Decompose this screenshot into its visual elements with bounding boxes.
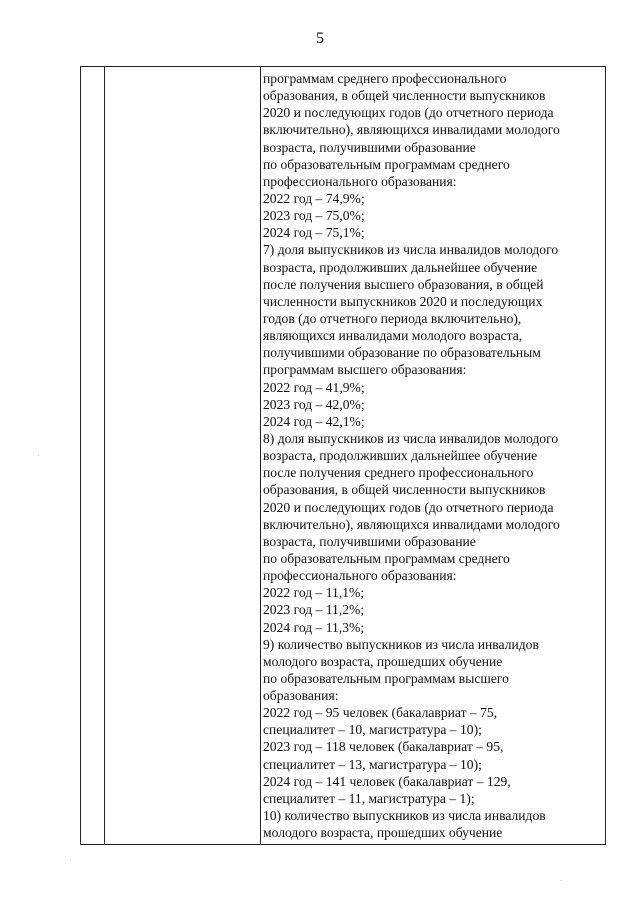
content-line: специалитет – 10, магистратура – 10);: [263, 722, 482, 738]
content-line: 2023 год – 118 человек (бакалавриат – 95,: [263, 739, 504, 755]
content-line: возраста, продолживших дальнейшее обучение: [263, 448, 538, 464]
content-line: профессионального образования:: [263, 568, 457, 584]
scan-speck: [38, 455, 39, 456]
content-line: 2024 год – 75,1%;: [263, 225, 365, 241]
scan-artifact: [290, 4, 320, 8]
content-line: по образовательным программам среднего: [263, 156, 510, 172]
document-table: [80, 66, 606, 845]
content-line: 9) количество выпускников из числа инвалидов: [263, 636, 539, 652]
table-column-content: [261, 67, 605, 844]
content-line: программам среднего профессионального: [263, 71, 507, 86]
content-line: 2022 год – 11,1%;: [263, 585, 365, 601]
content-line: после получения высшего образования, в общей: [263, 276, 544, 292]
content-line: 2023 год – 75,0%;: [263, 208, 365, 224]
content-line: по образовательным программам высшего: [263, 670, 509, 686]
content-line: образования, в общей численности выпускников: [263, 482, 546, 498]
content-line: получившими образование по образовательным: [263, 345, 541, 361]
content-line: численности выпускников 2020 и последующих: [263, 293, 543, 309]
content-line: программам высшего образования:: [263, 362, 467, 378]
content-line: 2020 и последующих годов (до отчетного периода: [263, 105, 554, 121]
scan-speck: [70, 860, 71, 861]
content-line: 8) доля выпускников из числа инвалидов молодого: [263, 430, 559, 446]
content-line: образования:: [263, 688, 339, 704]
content-line: образования, в общей численности выпускников: [263, 88, 546, 104]
content-line: 10) количество выпускников из числа инвалидов: [263, 808, 546, 824]
content-line: 2024 год – 11,3%;: [263, 619, 365, 635]
content-line: 2022 год – 41,9%;: [263, 379, 365, 395]
content-line: являющихся инвалидами молодого возраста,: [263, 328, 523, 344]
content-line: 2020 и последующих годов (до отчетного периода: [263, 499, 554, 515]
scan-speck: [560, 880, 561, 881]
page-number: 5: [316, 30, 324, 47]
content-line: молодого возраста, прошедших обучение: [263, 825, 503, 841]
content-line: молодого возраста, прошедших обучение: [263, 653, 503, 669]
content-line: профессионального образования:: [263, 173, 457, 189]
content-line: 2022 год – 74,9%;: [263, 190, 365, 206]
table-column-name: [105, 67, 261, 844]
content-line: годов (до отчетного периода включительно),: [263, 310, 522, 326]
content-line: включительно), являющихся инвалидами молодого: [263, 122, 560, 138]
content-line: 2023 год – 42,0%;: [263, 396, 365, 412]
content-line: 2022 год – 95 человек (бакалавриат – 75,: [263, 705, 498, 721]
table-column-number: [81, 67, 105, 844]
content-line: 2024 год – 141 человек (бакалавриат – 129,: [263, 773, 511, 789]
content-line: после получения среднего профессионального: [263, 465, 534, 481]
content-line: 7) доля выпускников из числа инвалидов молодого: [263, 242, 559, 258]
content-line: специалитет – 13, магистратура – 10);: [263, 756, 482, 772]
content-line: 2024 год – 42,1%;: [263, 413, 365, 429]
content-line: специалитет – 11, магистратура – 1);: [263, 790, 475, 806]
content-line: по образовательным программам среднего: [263, 550, 510, 566]
content-line: возраста, получившими образование: [263, 533, 476, 549]
content-lines: [261, 67, 605, 841]
content-line: 2023 год – 11,2%;: [263, 602, 365, 618]
content-line: возраста, продолживших дальнейшее обучение: [263, 259, 538, 275]
content-line: возраста, получившими образование: [263, 139, 476, 155]
content-line: включительно), являющихся инвалидами молодого: [263, 516, 560, 532]
